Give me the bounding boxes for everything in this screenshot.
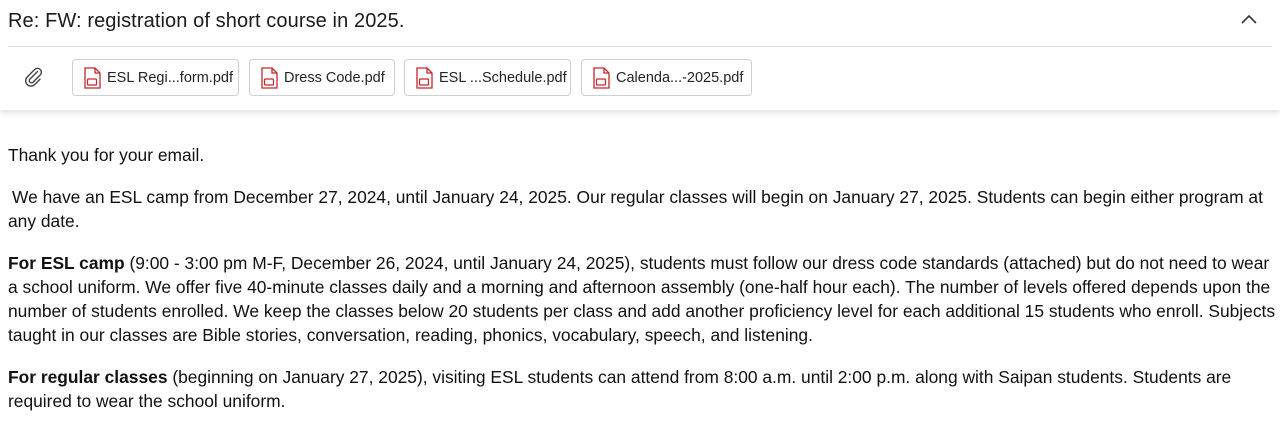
email-body xyxy=(8,143,1276,431)
pdf-file-icon xyxy=(260,67,278,89)
attachment-chip[interactable] xyxy=(72,59,239,96)
attachment-name: Calenda...-2025.pdf xyxy=(616,69,744,86)
paragraph-text: (beginning on January 27, 2025), visiting ESL students can attend from 8:00 a.m. until 2:00 p.m. along with Saipan students. Students are required to wear the school uniform. xyxy=(8,367,1232,411)
pdf-file-icon xyxy=(592,67,610,89)
attachment-chip[interactable] xyxy=(404,59,571,96)
attachment-name: Dress Code.pdf xyxy=(284,69,385,86)
body-paragraph: We have an ESL camp from December 27, 2024, until January 24, 2025. Our regular classes will begin on January 27, 2025. Students can begin either program at any date. xyxy=(8,187,1263,231)
attachment-name: ESL Regi...form.pdf xyxy=(107,69,233,86)
email-subject: Re: FW: registration of short course in 2025. xyxy=(8,10,405,32)
paragraph-heading: For regular classes xyxy=(8,367,168,387)
subject-row xyxy=(8,0,1272,47)
body-paragraph: Thank you for your email. xyxy=(8,145,205,165)
chevron-up-icon[interactable] xyxy=(1240,12,1258,26)
attachment-chip[interactable] xyxy=(581,59,752,96)
body-paragraph xyxy=(8,365,1276,413)
attachment-name: ESL ...Schedule.pdf xyxy=(439,69,567,86)
body-paragraph xyxy=(8,251,1276,347)
paperclip-icon[interactable] xyxy=(22,65,44,87)
pdf-file-icon xyxy=(415,67,433,89)
attachment-chip[interactable] xyxy=(249,59,395,96)
pdf-file-icon xyxy=(83,67,101,89)
paragraph-text: (9:00 - 3:00 pm M-F, December 26, 2024, until January 24, 2025), students must follow our dress code standards (attached) but do not need to wear a school uniform. We offer five 40-minute classes daily and a morning and afternoon assembly (one-half hour each). The number of levels offered depends upon the number of students enrolled. We keep the classes below 20 students per class and add another proficiency level for each additional 15 students who enroll. Subjects taught in our classes are Bible stories, conversation, reading, phonics, vocabulary, speech, and listening. xyxy=(8,253,1276,345)
paragraph-heading: For ESL camp xyxy=(8,253,125,273)
reading-pane-header xyxy=(0,0,1280,110)
attachments-bar xyxy=(0,48,1280,108)
